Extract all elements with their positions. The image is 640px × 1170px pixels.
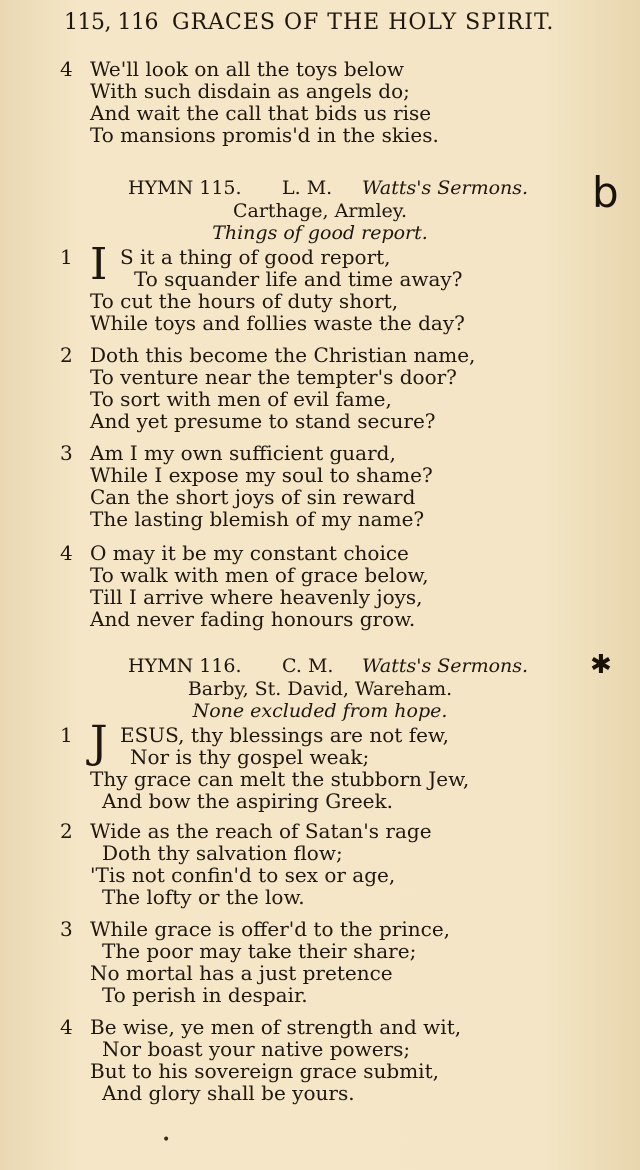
- verse-line: And wait the call that bids us rise: [90, 101, 432, 125]
- verse-line: With such disdain as angels do;: [90, 79, 410, 103]
- verse-line: Be wise, ye men of strength and wit,: [90, 1015, 462, 1039]
- running-title: GRACES OF THE HOLY SPIRIT.: [172, 10, 555, 35]
- hymn-meter: L. M.: [282, 177, 333, 199]
- hymn-116-stanza-3: [60, 918, 580, 1006]
- hymn-tunes: Carthage, Armley.: [232, 200, 408, 222]
- hymn-115-stanza-3: [60, 442, 580, 530]
- drop-cap: J: [90, 717, 108, 768]
- verse-line: No mortal has a just pretence: [90, 961, 393, 985]
- hymn-tunes: Barby, St. David, Wareham.: [187, 678, 453, 700]
- margin-mark-b: b: [592, 168, 619, 217]
- stanza-number: 3: [60, 917, 73, 941]
- hymn-115-stanza-2: [60, 344, 580, 432]
- hymn-115-stanza-1: [60, 239, 580, 335]
- verse-line: To cut the hours of duty short,: [90, 289, 399, 313]
- verse-line: Am I my own sufficient guard,: [90, 441, 396, 465]
- stanza-number: 4: [60, 541, 73, 565]
- hymn-source: Watts's Sermons.: [362, 655, 529, 677]
- verse-line: Till I arrive where heavenly joys,: [90, 585, 423, 609]
- margin-mark-star: ✱: [590, 650, 612, 680]
- verse-line: To walk with men of grace below,: [90, 563, 429, 587]
- hymn-116-heading: [60, 654, 580, 722]
- verse-line: And never fading honours grow.: [90, 607, 416, 631]
- verse-line: We'll look on all the toys below: [90, 57, 405, 81]
- drop-cap: I: [90, 239, 108, 290]
- verse-line: And yet presume to stand secure?: [90, 409, 436, 433]
- verse-line: Nor is thy gospel weak;: [130, 745, 370, 769]
- verse-line: Can the short joys of sin reward: [90, 485, 416, 509]
- stanza-prev-4: [60, 58, 580, 146]
- hymn-115-heading: [60, 176, 580, 244]
- verse-line: Doth this become the Christian name,: [90, 343, 476, 367]
- verse-line: Wide as the reach of Satan's rage: [90, 819, 432, 843]
- verse-line: While toys and follies waste the day?: [90, 311, 465, 335]
- verse-line: To squander life and time away?: [134, 267, 463, 291]
- hymn-title: HYMN 115.: [128, 177, 242, 199]
- verse-line: While I expose my soul to shame?: [90, 463, 433, 487]
- hymn-meter: C. M.: [282, 655, 334, 677]
- stanza-number: 1: [60, 723, 73, 747]
- hymn-subject: None excluded from hope.: [192, 700, 448, 722]
- stanza-number: 3: [60, 441, 73, 465]
- hymn-116-stanza-4: [60, 1016, 580, 1104]
- page-dot: •: [162, 1132, 171, 1148]
- verse-line: But to his sovereign grace submit,: [90, 1059, 439, 1083]
- stanza-number: 4: [60, 1015, 73, 1039]
- stanza-number: 2: [60, 819, 73, 843]
- page-numbers: 115, 116: [64, 10, 158, 35]
- hymn-source: Watts's Sermons.: [362, 177, 529, 199]
- verse-line: O may it be my constant choice: [90, 541, 409, 565]
- hymn-115-stanza-4: [60, 542, 580, 630]
- running-header: [60, 6, 600, 42]
- hymn-subject: Things of good report.: [212, 222, 428, 244]
- verse-line: Thy grace can melt the stubborn Jew,: [90, 767, 470, 791]
- verse-line: The lasting blemish of my name?: [90, 507, 425, 531]
- verse-line: To mansions promis'd in the skies.: [90, 123, 439, 147]
- stanza-number: 2: [60, 343, 73, 367]
- verse-line: Nor boast your native powers;: [102, 1037, 411, 1061]
- hymn-title: HYMN 116.: [128, 655, 242, 677]
- verse-line: 'Tis not confin'd to sex or age,: [90, 863, 396, 887]
- stanza-number: 4: [60, 57, 73, 81]
- verse-line: To sort with men of evil fame,: [90, 387, 392, 411]
- verse-line: While grace is offer'd to the prince,: [90, 917, 451, 941]
- verse-line: Doth thy salvation flow;: [102, 841, 343, 865]
- verse-line: And glory shall be yours.: [102, 1081, 355, 1105]
- verse-line: S it a thing of good report,: [120, 245, 391, 269]
- verse-line: And bow the aspiring Greek.: [102, 789, 393, 813]
- verse-line: To venture near the tempter's door?: [90, 365, 457, 389]
- verse-line: The poor may take their share;: [102, 939, 417, 963]
- verse-line: To perish in despair.: [102, 983, 308, 1007]
- verse-line: ESUS, thy blessings are not few,: [120, 723, 450, 747]
- stanza-number: 1: [60, 245, 73, 269]
- hymn-116-stanza-2: [60, 820, 580, 908]
- hymn-116-stanza-1: [60, 717, 580, 813]
- verse-line: The lofty or the low.: [102, 885, 305, 909]
